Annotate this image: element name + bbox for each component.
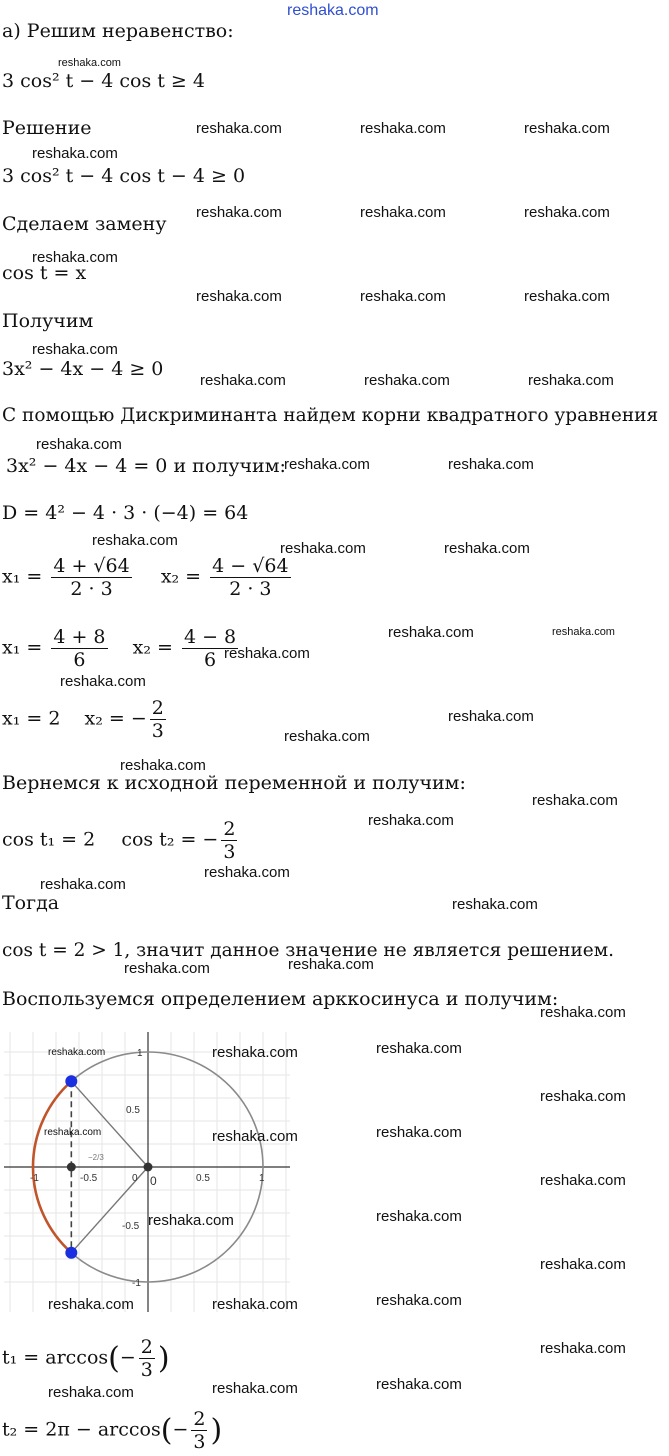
watermark: reshaka.com — [540, 1172, 626, 1189]
x2-value-den: 3 — [151, 720, 164, 742]
watermark: reshaka.com — [48, 1296, 134, 1313]
get-label: Получим — [2, 310, 94, 332]
watermark: reshaka.com — [32, 249, 118, 266]
tick-y-neg05: -0.5 — [122, 1221, 140, 1232]
watermark: reshaka.com — [212, 1128, 298, 1145]
watermark: reshaka.com — [32, 145, 118, 162]
cos-t2-num: 2 — [223, 818, 236, 840]
x2-denominator: 2 · 3 — [229, 578, 272, 600]
tick-x-neg05: -0.5 — [80, 1173, 98, 1184]
watermark: reshaka.com — [60, 673, 146, 690]
watermark: reshaka.com — [360, 288, 446, 305]
inequality-2: 3 cos² t − 4 cos t − 4 ≥ 0 — [2, 165, 246, 187]
substitution: cos t = x — [2, 262, 87, 284]
watermark: reshaka.com — [528, 372, 614, 389]
x1-fraction — [51, 555, 131, 600]
axes — [4, 1032, 290, 1312]
conclusion: cos t = 2 > 1, значит данное значение не является решением. — [2, 940, 615, 961]
discriminant-text: С помощью Дискриминанта найдем корни квадратного уравнения — [2, 405, 659, 426]
watermark: reshaka.com — [532, 792, 618, 809]
watermark: reshaka.com — [376, 1208, 462, 1225]
cos-t2: cos t₂ = − — [121, 828, 219, 851]
t2-num: 2 — [193, 1408, 206, 1430]
watermark: reshaka.com — [376, 1124, 462, 1141]
watermark: reshaka.com — [376, 1376, 462, 1393]
watermark: reshaka.com — [212, 1296, 298, 1313]
watermark: reshaka.com — [196, 204, 282, 221]
then-label: Тогда — [2, 892, 60, 914]
radius-upper — [71, 1081, 148, 1167]
roots-computed — [2, 626, 241, 671]
watermark: reshaka.com — [452, 896, 538, 913]
x2-value: x₂ = − — [84, 707, 147, 730]
cos-values — [2, 818, 240, 863]
x2-value-fraction — [150, 697, 166, 742]
watermark: reshaka.com — [360, 120, 446, 137]
point-lower — [65, 1247, 77, 1259]
watermark: reshaka.com — [224, 645, 310, 662]
cos-t2-den: 3 — [223, 841, 236, 863]
watermark: reshaka.com — [124, 960, 210, 977]
watermark: reshaka.com — [448, 708, 534, 725]
x1-label: x₁ = — [2, 565, 43, 588]
t1-fraction — [139, 1336, 155, 1381]
watermark: reshaka.com — [540, 1004, 626, 1021]
watermark: reshaka.com — [212, 1380, 298, 1397]
intro-text: а) Решим неравенство: — [2, 20, 234, 42]
watermark: reshaka.com — [280, 540, 366, 557]
watermark: reshaka.com — [284, 728, 370, 745]
watermark: reshaka.com — [120, 757, 206, 774]
watermark: reshaka.com — [364, 372, 450, 389]
tick-x-05: 0.5 — [196, 1173, 210, 1184]
x1-numerator-2: 4 + 8 — [53, 626, 106, 648]
tick-x-1: 1 — [259, 1173, 265, 1184]
t1-num: 2 — [140, 1336, 153, 1358]
watermark: reshaka.com — [448, 456, 534, 473]
watermark: reshaka.com — [284, 456, 370, 473]
watermark: reshaka.com — [92, 532, 178, 549]
arccos-text: Воспользуемся определением арккосинуса и получим: — [2, 988, 559, 1010]
watermark-top: reshaka.com — [287, 2, 379, 19]
tick-y-05: 0.5 — [126, 1105, 140, 1116]
roots-values — [2, 697, 169, 742]
x1-label: x₁ = — [2, 636, 43, 659]
watermark: reshaka.com — [552, 626, 615, 638]
watermark: reshaka.com — [376, 1040, 462, 1057]
t2-fraction — [191, 1408, 207, 1453]
point-label: −2/3 — [88, 1153, 104, 1162]
x2-label: x₂ = — [160, 565, 202, 588]
tick-y-1: 1 — [137, 1048, 143, 1059]
origin-label: 0 — [150, 1174, 157, 1188]
watermark: reshaka.com — [148, 1212, 234, 1229]
and-get-text: и получим: — [167, 455, 286, 477]
watermark: reshaka.com — [212, 1044, 298, 1061]
origin-point — [144, 1163, 153, 1172]
watermark: reshaka.com — [48, 1047, 106, 1058]
cos-t1: cos t₁ = 2 — [2, 828, 96, 851]
watermark: reshaka.com — [388, 624, 474, 641]
watermark: reshaka.com — [48, 1384, 134, 1401]
t2-den: 3 — [193, 1431, 206, 1453]
watermark: reshaka.com — [540, 1340, 626, 1357]
watermark: reshaka.com — [444, 540, 530, 557]
t1-formula: t₁ = arccos(− $\frac{2}{3}$ ) — [2, 1336, 170, 1381]
x2-numerator: 4 − √64 — [212, 555, 289, 577]
grid — [4, 1032, 290, 1312]
t2-label: t₂ = 2π − arccos — [2, 1418, 161, 1441]
x1-value: x₁ = 2 — [2, 707, 61, 730]
t2-formula: t₂ = 2π − arccos(− $\frac{2}{3}$ ) — [2, 1408, 223, 1453]
roots-formula — [2, 555, 294, 600]
return-text: Вернемся к исходной переменной и получим: — [2, 772, 466, 794]
watermark: reshaka.com — [40, 876, 126, 893]
watermark: reshaka.com — [32, 341, 118, 358]
projection-point — [67, 1163, 76, 1172]
x2-label: x₂ = — [132, 636, 173, 659]
x2-fraction — [210, 555, 290, 600]
quadratic-equation — [6, 455, 286, 477]
watermark: reshaka.com — [196, 288, 282, 305]
solution-label: Решение — [2, 117, 92, 139]
unit-circle-graph — [4, 1032, 290, 1312]
watermark: reshaka.com — [524, 204, 610, 221]
watermark: reshaka.com — [540, 1256, 626, 1273]
watermark: reshaka.com — [368, 812, 454, 829]
watermark: reshaka.com — [196, 120, 282, 137]
inequality-3: 3x² − 4x − 4 ≥ 0 — [2, 358, 164, 380]
watermark: reshaka.com — [58, 57, 121, 69]
watermark: reshaka.com — [204, 864, 290, 881]
watermark: reshaka.com — [540, 1088, 626, 1105]
tick-y-neg1: -1 — [132, 1278, 141, 1289]
discriminant: D = 4² − 4 · 3 · (−4) = 64 — [2, 502, 249, 524]
x1-numerator: 4 + √64 — [53, 555, 130, 577]
watermark: reshaka.com — [524, 120, 610, 137]
inequality-1: 3 cos² t − 4 cos t ≥ 4 — [2, 70, 205, 92]
point-upper — [65, 1075, 77, 1087]
t1-label: t₁ = arccos — [2, 1346, 109, 1369]
watermark: reshaka.com — [200, 372, 286, 389]
watermark: reshaka.com — [36, 436, 122, 453]
tick-x-neg1: -1 — [30, 1173, 39, 1184]
t1-den: 3 — [140, 1359, 153, 1381]
cos-t2-fraction — [221, 818, 237, 863]
watermark: reshaka.com — [44, 1127, 102, 1138]
x1-fraction-2 — [51, 626, 107, 671]
quadratic-expr: 3x² − 4x − 4 = 0 — [6, 455, 168, 477]
watermark: reshaka.com — [288, 956, 374, 973]
x2-value-num: 2 — [151, 697, 164, 719]
x1-denominator-2: 6 — [73, 649, 86, 671]
watermark: reshaka.com — [360, 204, 446, 221]
tick-x-0: 0 — [132, 1173, 138, 1184]
x2-numerator-2: 4 − 8 — [183, 626, 237, 648]
x1-denominator: 2 · 3 — [70, 578, 113, 600]
watermark: reshaka.com — [376, 1292, 462, 1309]
substitution-label: Сделаем замену — [2, 213, 167, 235]
watermark: reshaka.com — [524, 288, 610, 305]
x2-denominator-2: 6 — [204, 649, 217, 671]
